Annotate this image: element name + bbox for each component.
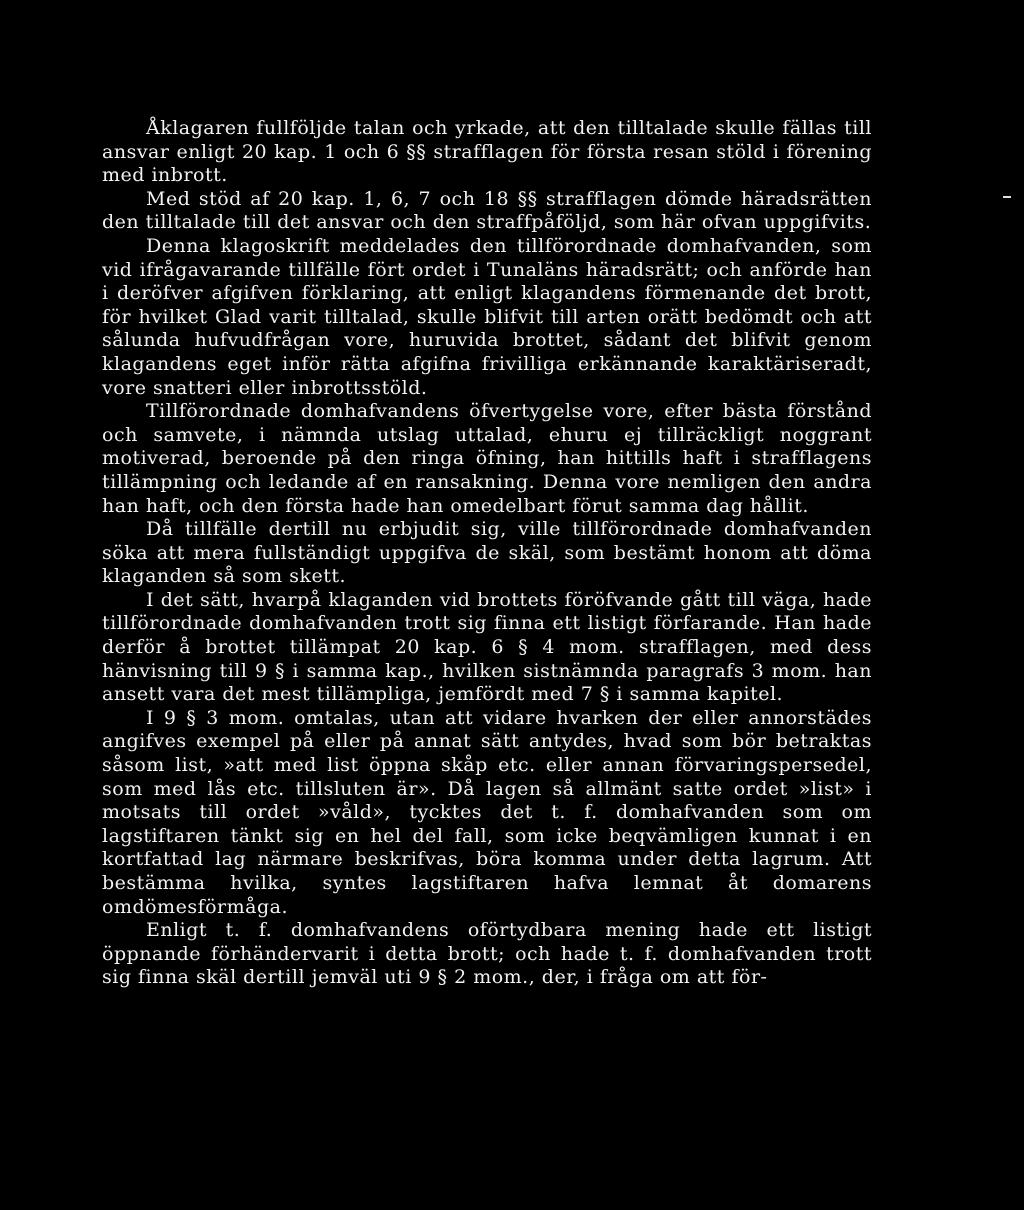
paragraph-8: Enligt t. f. domhafvandens oförtydbara mening hade ett listigt öppnande förhändervarit i detta brott; och hade t. f. domhafvanden trott sig finna skäl dertill jemväl uti 9 § 2 mom., der, i fråga om att för-	[102, 919, 872, 989]
paragraph-7: I 9 § 3 mom. omtalas, utan att vidare hvarken der eller annorstädes angifves exempel på eller på annat sätt antydes, hvad som bör betraktas såsom list, »att med list öppna skåp etc. eller annan förvaringspersedel, som med lås etc. tillsluten är». Då lagen så allmänt satte ordet »list» i motsats till ordet »våld», tycktes det t. f. domhafvanden som om lagstiftaren tänkt sig en hel del fall, som icke beqvämligen kunnat i en kortfattad lag närmare beskrifvas, böra komma under detta lagrum. Att bestämma hvilka, syntes lagstiftaren hafva lemnat åt domarens omdömesförmåga.	[102, 706, 872, 918]
paragraph-2: Med stöd af 20 kap. 1, 6, 7 och 18 §§ strafflagen dömde häradsrätten den tilltalade till det ansvar och den straffpåföljd, som här ofvan uppgifvits.	[102, 187, 872, 234]
paragraph-1: Åklagaren fullföljde talan och yrkade, att den tilltalade skulle fällas till ansvar enligt 20 kap. 1 och 6 §§ strafflagen för första resan stöld i förening med inbrott.	[102, 117, 872, 187]
paragraph-5: Då tillfälle dertill nu erbjudit sig, ville tillförordnade domhafvanden söka att mera fullständigt uppgifva de skäl, som bestämt honom att döma klaganden så som skett.	[102, 518, 872, 588]
paragraph-4: Tillförordnade domhafvandens öfvertygelse vore, efter bästa förstånd och samvete, i nämnda utslag uttalad, ehuru ej tillräckligt noggrant motiverad, beroende på den ringa öfning, han hittills haft i strafflagens tillämpning och ledande af en ransakning. Denna vore nemligen den andra han haft, och den första hade han omedelbart förut samma dag hållit.	[102, 400, 872, 517]
paragraph-3: Denna klagoskrift meddelades den tillförordnade domhafvanden, som vid ifrågavarande tillfälle fört ordet i Tunaläns häradsrätt; och anförde han i deröfver afgifven förklaring, att enligt klagandens förmenande det brott, för hvilket Glad varit tilltalad, skulle blifvit till arten orätt bedömdt och att sålunda hufvudfrågan vore, huruvida brottet, sådant det blifvit genom klagandens eget inför rätta afgifna frivilliga erkännande karaktäriseradt, vore snatteri eller inbrottsstöld.	[102, 234, 872, 399]
document-body	[102, 117, 872, 990]
margin-mark	[1003, 196, 1011, 198]
paragraph-6: I det sätt, hvarpå klaganden vid brottets föröfvande gått till väga, hade tillförordnade domhafvanden trott sig finna ett listigt förfarande. Han hade derför å brottet tillämpat 20 kap. 6 § 4 mom. strafflagen, med dess hänvisning till 9 § i samma kap., hvilken sistnämnda paragrafs 3 mom. han ansett vara det mest tillämpliga, jemfördt med 7 § i samma kapitel.	[102, 588, 872, 706]
